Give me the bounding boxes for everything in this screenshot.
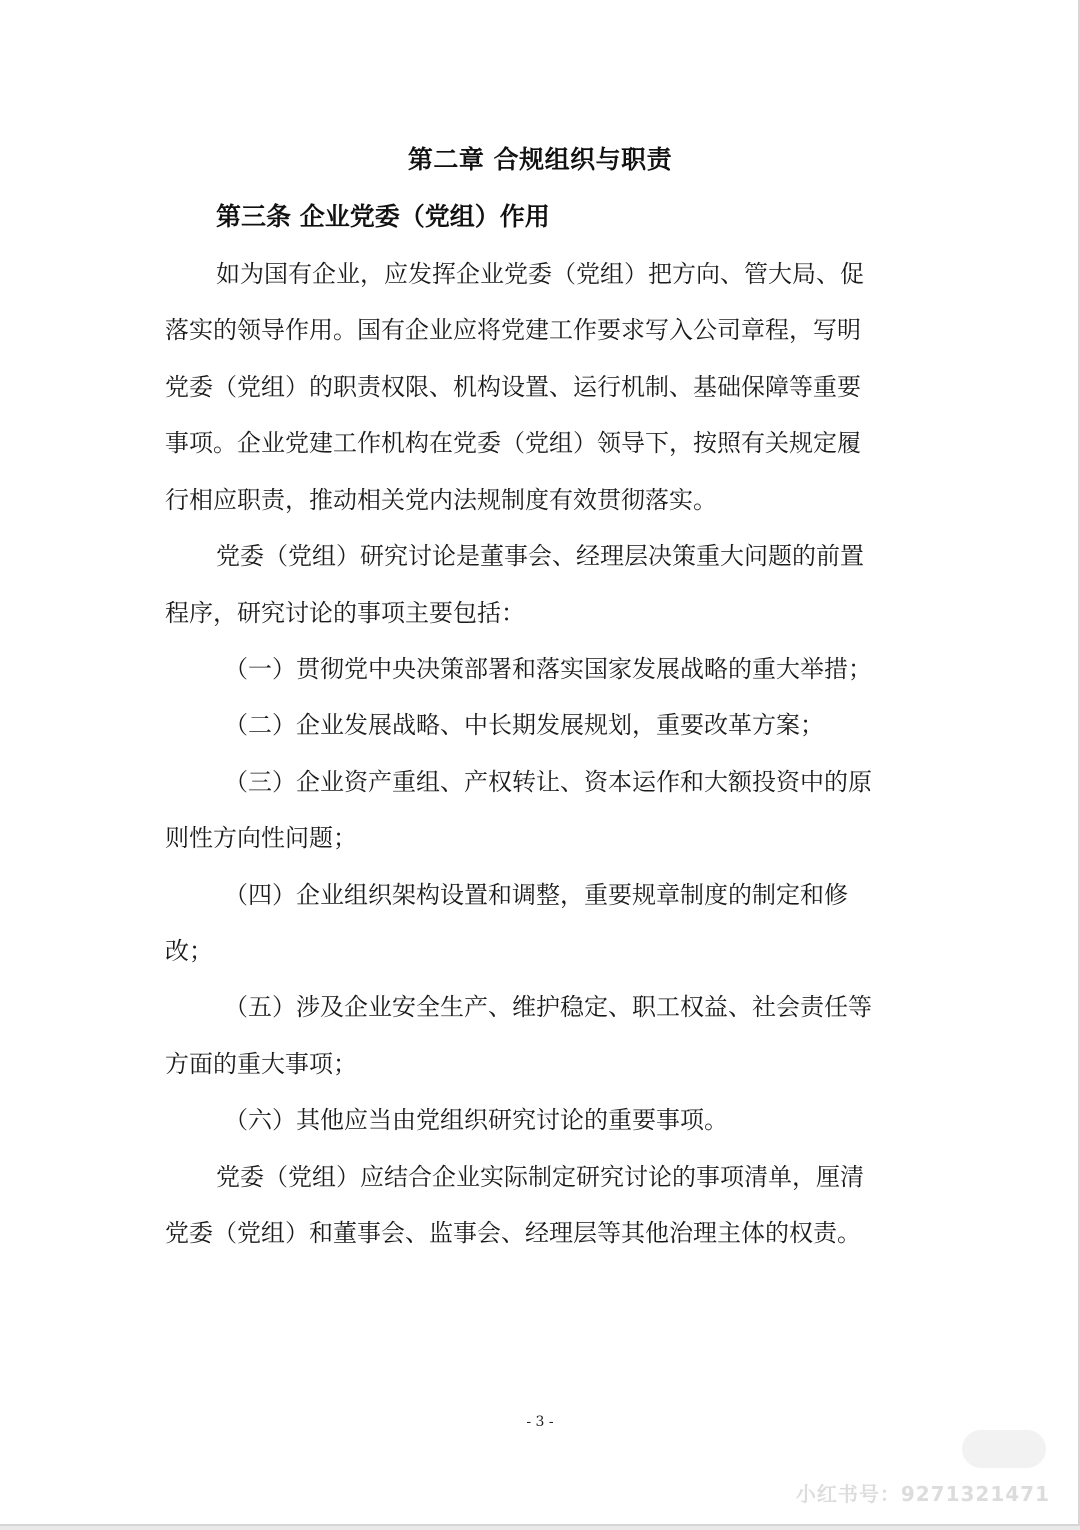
paragraph-line: 党委（党组）和董事会、监事会、经理层等其他治理主体的权责。	[165, 1219, 861, 1247]
list-item-line: （二）企业发展战略、中长期发展规划，重要改革方案；	[224, 711, 824, 739]
list-item-line: （五）涉及企业安全生产、维护稳定、职工权益、社会责任等	[224, 993, 872, 1021]
list-item-line: （三）企业资产重组、产权转让、资本运作和大额投资中的原	[224, 768, 872, 796]
article-title: 第三条 企业党委（党组）作用	[216, 202, 550, 231]
chapter-title: 第二章 合规组织与职责	[407, 145, 673, 174]
list-item-line: （六）其他应当由党组织研究讨论的重要事项。	[224, 1106, 728, 1134]
paragraph-line: 事项。企业党建工作机构在党委（党组）领导下，按照有关规定履	[165, 429, 861, 457]
page-number: - 3 -	[526, 1414, 554, 1430]
watermark-logo	[962, 1430, 1046, 1468]
list-item-line: 则性方向性问题；	[165, 824, 357, 852]
paragraph-line: 党委（党组）研究讨论是董事会、经理层决策重大问题的前置	[216, 542, 864, 570]
paragraph-line: 行相应职责，推动相关党内法规制度有效贯彻落实。	[165, 486, 717, 514]
paragraph-line: 程序，研究讨论的事项主要包括：	[165, 599, 525, 627]
paragraph-line: 如为国有企业，应发挥企业党委（党组）把方向、管大局、促	[216, 260, 864, 288]
paragraph-line: 党委（党组）应结合企业实际制定研究讨论的事项清单，厘清	[216, 1163, 864, 1191]
list-item-line: （一）贯彻党中央决策部署和落实国家发展战略的重大举措；	[224, 655, 872, 683]
watermark-text: 小红书号：9271321471	[795, 1482, 1050, 1506]
paragraph-line: 党委（党组）的职责权限、机构设置、运行机制、基础保障等重要	[165, 373, 861, 401]
paragraph-line: 落实的领导作用。国有企业应将党建工作要求写入公司章程，写明	[165, 316, 861, 344]
list-item-line: （四）企业组织架构设置和调整，重要规章制度的制定和修	[224, 881, 848, 909]
list-item-line: 改；	[165, 937, 213, 965]
list-item-line: 方面的重大事项；	[165, 1050, 357, 1078]
